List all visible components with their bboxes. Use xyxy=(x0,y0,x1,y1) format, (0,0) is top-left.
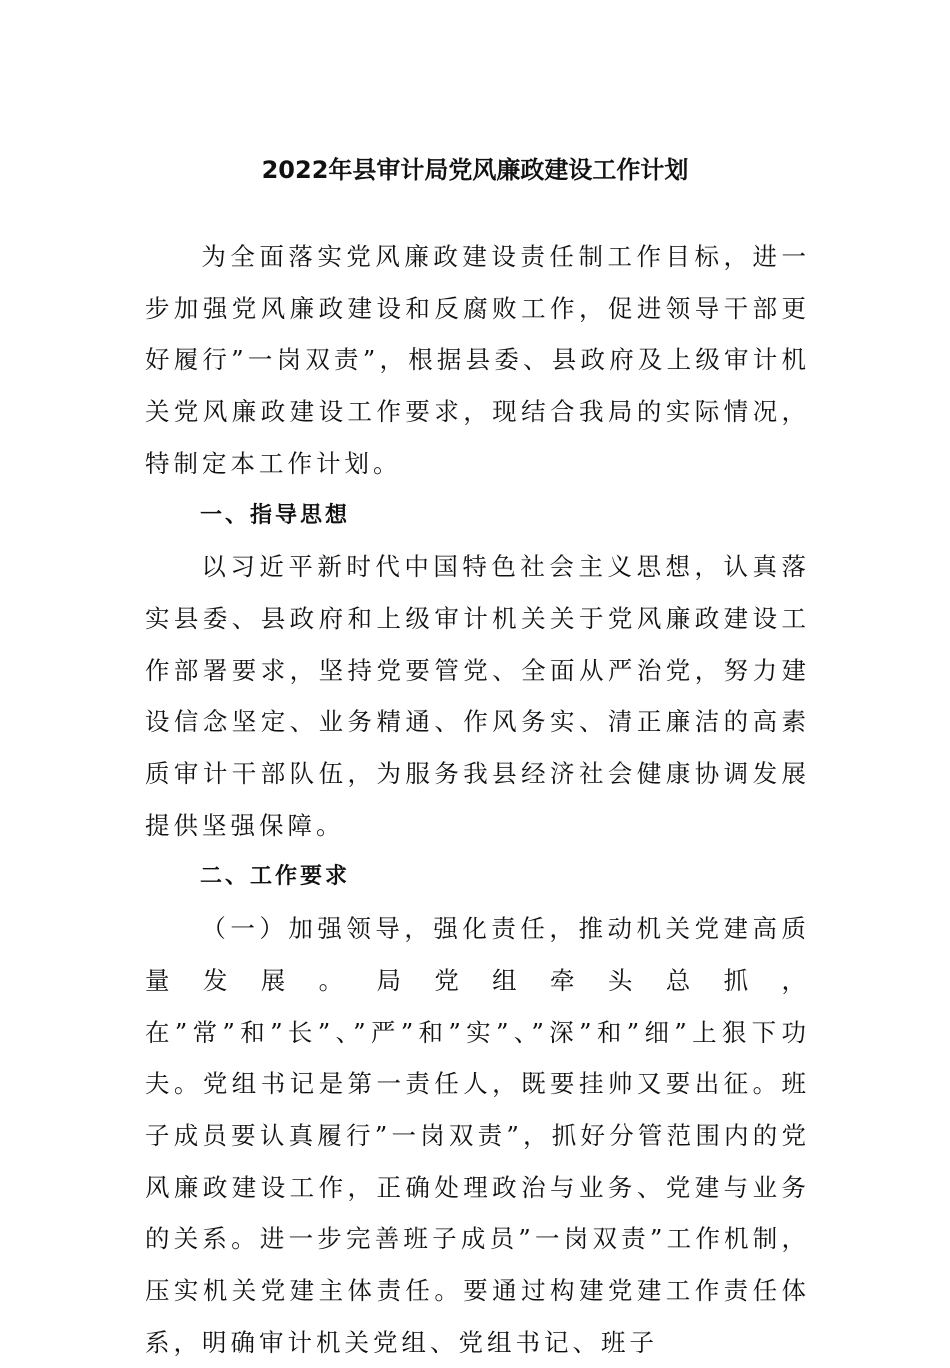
section-heading-guiding-ideology: 一、指导思想 xyxy=(200,502,351,528)
guiding-ideology-paragraph: 以习近平新时代中国特色社会主义思想，认真落实县委、县政府和上级审计机关关于党风廉政建设工作部署要求，坚持党要管党、全面从严治党，努力建设信念坚定、业务精通、作风务实、清正廉洁的高素质审计干部队伍，为服务我县经济社会健康协调发展提供坚强保障。 xyxy=(145,552,810,840)
section-heading-work-requirements: 二、工作要求 xyxy=(200,864,351,890)
document-body xyxy=(145,231,810,1368)
work-requirements-item-1: （一）加强领导，强化责任，推动机关党建高质量发展。局党组牵头总抓，在”常”和”长”、”严”和”实”、”深”和”细”上狠下功夫。党组书记是第一责任人，既要挂帅又要出征。班子成员要认真履行”一岗双责”，抓好分管范围内的党风廉政建设工作，正确处理政治与业务、党建与业务的关系。进一步完善班子成员”一岗双责”工作机制，压实机关党建主体责任。要通过构建党建工作责任体系，明确审计机关党组、党组书记、班子 xyxy=(145,914,810,1357)
intro-paragraph: 为全面落实党风廉政建设责任制工作目标，进一步加强党风廉政建设和反腐败工作，促进领导干部更好履行”一岗双责”，根据县委、县政府及上级审计机关党风廉政建设工作要求，现结合我局的实际情况，特制定本工作计划。 xyxy=(145,242,810,478)
document-title: 2022年县审计局党风廉政建设工作计划 xyxy=(261,156,689,184)
